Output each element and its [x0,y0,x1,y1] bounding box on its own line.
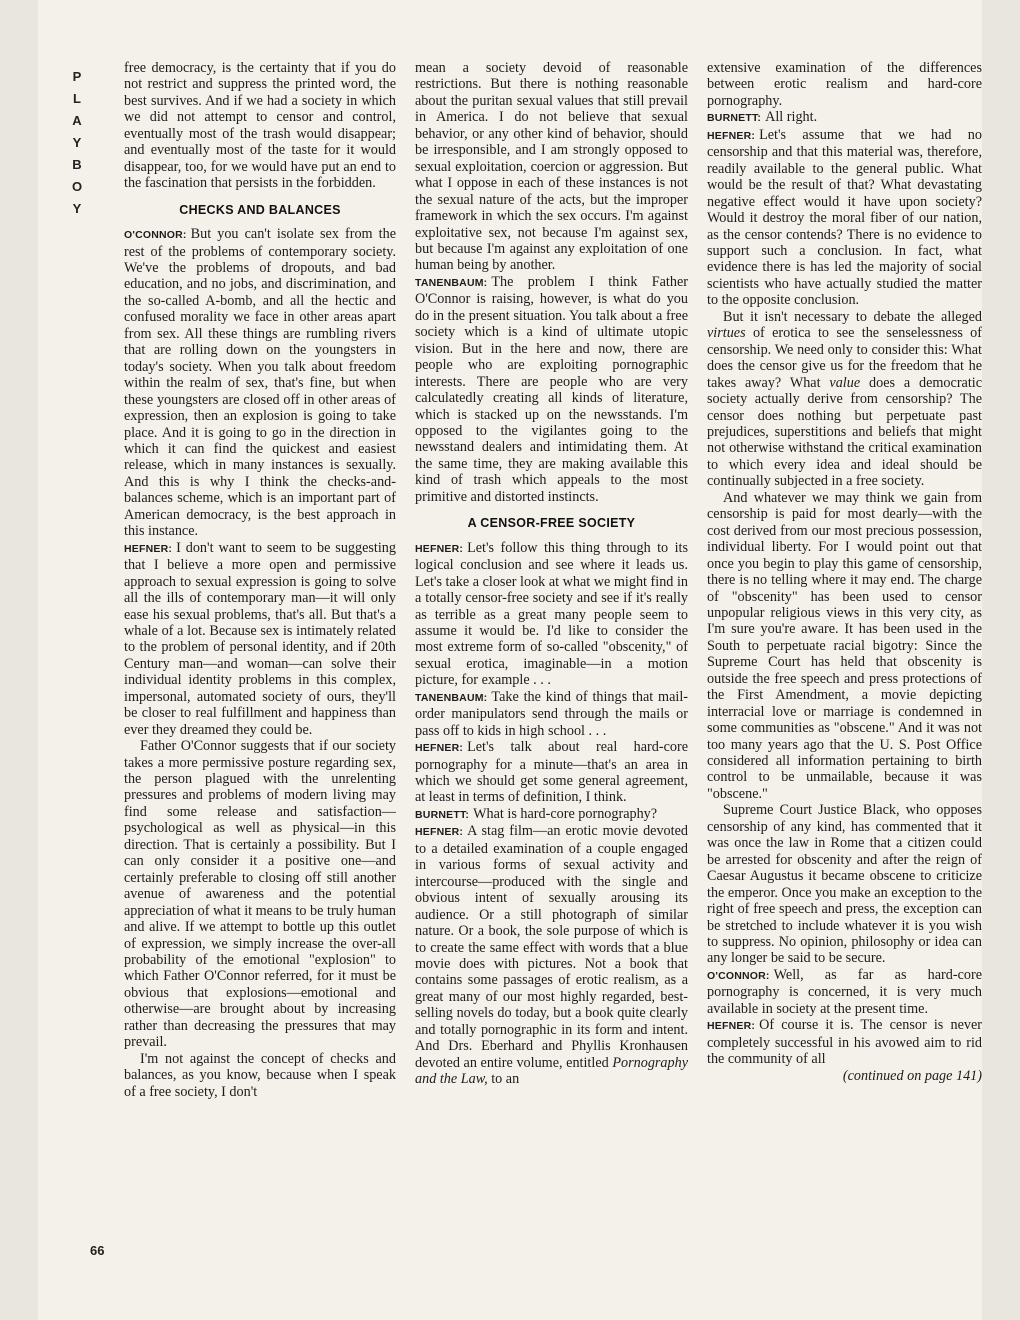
paragraph: Supreme Court Justice Black, who opposes censorship of any kind, has commented that it was once the law in Rome that a citizen could be arrested for obscenity and after the reign of Caesar Augustus it became obscene to criticize the emperor. Once you make an exception to the right of free speech and press, the exception can be stretched to include whatever it is you wish to suppress. No opinion, philosophy or idea can any longer be said to be secure. [707,802,982,967]
speaker-label: HEFNER: [707,1020,756,1033]
speech-text: Take the kind of things that mail-order manipulators send through the mails or pass off to kids in high school . . . [415,688,688,739]
speech-text: Let's talk about real hard-core pornography for a minute—that's an area in which we should get some general agreement, at least in terms of definition, I think. [415,739,688,806]
speaker-label: BURNETT: [707,112,762,125]
paragraph: And whatever we may think we gain from censorship is paid for most dearly—with the cost derived from our most precious possession, individual liberty. For I would point out that once you begin to play this game of censorship, there is no telling where it may end. The charge of "obscenity" has been used to censor unpopular religious views in this very city, as I'm sure you're aware. It has been used in the South to perpetuate racial bigotry: Since the Supreme Court has held that obscenity is outside the free speech and press protections of the First Amendment, a movie depicting interracial love or marriage is condemned in some communities as "obscene." And it was not too many years ago that the U. S. Post Office considered all information pertaining to birth control to be unmailable, because it was "obscene." [707,489,982,802]
paragraph [415,823,688,1087]
continued-note: (continued on page 141) [842,1067,982,1084]
text-column-3 [707,60,982,1084]
page-number: 66 [90,1243,105,1258]
paragraph [707,309,982,490]
speaker-label: TANENBAUM: [415,691,488,704]
section-subhead: CHECKS AND BALANCES [179,202,341,217]
speaker-label: HEFNER: [124,542,173,555]
speech-text: The problem I think Father O'Connor is raising, however, is what do you do in the present situation. You talk about a free society which is a kind of ultimate utopic vision. But in the here and now, there are people who are exploiting pornographic interests. There are people who are very calculatedly creating all kinds of literature, which is stacked up on the newsstands. I'm opposed to the vigilantes going to the newsstand dealers and intimidating them. At the same time, they are making available this kind of trash which appeals to the most primitive and distorted instincts. [415,273,688,505]
speech-text: to an [491,1071,520,1088]
running-head-letter: O [71,179,83,194]
paragraph: extensive examination of the differences between erotic realism and hard-core pornography. [707,60,982,109]
paragraph: Father O'Connor suggests that if our society takes a more permissive posture regarding sex, the person plagued with the unrelenting pressures and problems of modern living may find some release and satisfaction—psychological as well as physical—in this direction. That is certainly a possibility. But I can only consider it a positive one—and certainly preferable to closing off still another avenue of awareness and the potential appreciation of what it means to be truly human and alive. If we attempt to bottle up this outlet of expression, we simply increase the over-all probability of the emotional "explosion" to which Father O'Connor referred, for it must be obvious that explosions—emotional and otherwise—are brought about by increasing rather than decreasing the pressures that may prevail. [124,738,396,1051]
paragraph [124,540,396,738]
running-head-letter: A [72,113,82,128]
speech-text: All right. [765,109,818,126]
speech-text: What is hard-core pornography? [473,805,658,822]
text-column-2 [415,60,688,1088]
emphasis: virtues [707,325,746,342]
paragraph [415,806,688,823]
running-head-letter: Y [72,201,82,216]
speaker-label: BURNETT: [415,808,470,821]
magazine-page [38,0,982,1320]
speech-text: But you can't isolate sex from the rest of the problems of contemporary society. We've the problems of dropouts, and bad education, and no jobs, and discrimination, and the so-called A-bomb, and all the hectic and confused morality we face in other areas apart from sex. All these things are rumbling rivers that are rolling down on the youngsters in today's society. When you talk about freedom within the realm of sex, that's fine, but when these youngsters are closed off in other areas of expression, then an explosion is going to take place. And it is going to go in the direction in which it can find the quickest and easiest release, which in many instances is sexually. And this is why I think the checks-and-balances scheme, which is an important part of American democracy, is the best approach in this instance. [124,226,396,540]
speaker-label: TANENBAUM: [415,276,488,289]
paragraph [415,739,688,806]
speech-text: A stag film—an erotic movie devoted to a detailed examination of a couple engaged in various forms of sexual activity and intercourse—produced with the single and obvious intent of sexually arousing its audience. Or a still photograph of similar nature. Or a book, the sole purpose of which is to create the same effect with words that a blue movie does with pictures. Not a book that contains some passages of erotic realism, as a great many of our most highly regarded, best-selling novels do today, but a book quite clearly and totally pornographic in its form and intent. And Drs. Eberhard and Phyllis Kronhausen devoted an entire volume, entitled [415,823,688,1071]
speaker-label: HEFNER: [707,129,756,142]
running-head-letter: Y [72,135,82,150]
running-head-letter: B [72,157,82,172]
speaker-label: HEFNER: [415,742,464,755]
text-run: of erotica to see the senselessness of censorship. We need only to consider this: What does the censor give us for the freedom that he takes away? What [707,325,982,391]
paragraph: I'm not against the concept of checks and balances, as you know, because when I speak of a free society, I don't [124,1050,396,1100]
paragraph [415,689,688,739]
text-run: But it isn't necessary to debate the alleged [723,308,982,325]
running-head [68,66,86,220]
speech-text: Of course it is. The censor is never completely successful in his avowed aim to rid the community of all [707,1017,982,1068]
book-title: Pornography and the Law, [415,1054,689,1088]
running-head-letter: P [72,69,82,84]
paragraph [707,127,982,309]
speaker-label: O'CONNOR: [124,229,187,242]
paragraph [415,274,688,505]
speaker-label: O'CONNOR: [707,969,770,982]
speech-text: Let's follow this thing through to its logical conclusion and see where it leads us. Let's take a closer look at what we might find in a totally censor-free society and see if it's really as terrible as a great many people seem to assume it would be. I'd like to consider the most extreme form of so-called "obscenity," of sexual erotica, imaginable—in a motion picture, for example . . . [415,539,688,689]
speech-text: Well, as far as hard-core pornography is concerned, it is very much available in society at the present time. [707,966,982,1017]
running-head-letter: L [73,91,81,106]
text-run: does a democratic society actually derive from censorship? The censor does nothing but perpetuate past prejudices, superstitions and beliefs that might not otherwise withstand the critical examination to which every idea and ideal should be continually subjected in a free society. [707,374,983,490]
paragraph [707,109,982,126]
speech-text: Let's assume that we had no censorship and that this material was, therefore, readily available to the general public. What would be the result of that? What devastating negative effect would it have upon society? Would it destroy the moral fiber of our nation, as the censor contends? There is no evidence to support such a conclusion. In fact, what evidence there is has led the majority of social scientists who have actually studied the matter to the opposite conclusion. [707,126,982,309]
paragraph: mean a society devoid of reasonable restrictions. But there is nothing reasonable about the puritan sexual values that still prevail in America. I do not believe that sexual behavior, or any other kind of behavior, should be irresponsible, and I am strongly opposed to sexual exploitation, coercion or aggression. But what I oppose in each of these instances is not the sexual nature of the acts, but the improper framework in which the sex occurs. I'm against exploitative sex, not because I'm against sex, but because I'm against any exploitation of one human being by another. [415,60,688,274]
section-subhead: A CENSOR-FREE SOCIETY [467,516,636,531]
paragraph [707,1017,982,1067]
speech-text: I don't want to seem to be suggesting that I believe a more open and permissive approach to sexual expression is going to solve all the ills of contemporary man—it will only ease his sexual problems, that's all. But that's a whale of a lot. Because sex is intimately related to the problem of personal identity, and if 20th Century man—and woman—can solve their individual identity problems in this complex, impersonal, automated society of ours, they'll be closer to real fulfillment and happiness than ever they dreamed they could be. [124,539,396,738]
paragraph [707,967,982,1017]
text-column-1 [124,60,396,1100]
paragraph: free democracy, is the certainty that if you do not restrict and suppress the printed word, the best survives. And if we had a society in which we did not attempt to censor and control, eventually most of the trash would disappear; and eventually most of the taste for it would disappear, too, for we would have put an end to the fascination that persists in the forbidden. [124,60,396,192]
paragraph [415,540,688,689]
emphasis: value [829,374,861,391]
paragraph [124,226,396,540]
speaker-label: HEFNER: [415,826,464,839]
speaker-label: HEFNER: [415,542,464,555]
